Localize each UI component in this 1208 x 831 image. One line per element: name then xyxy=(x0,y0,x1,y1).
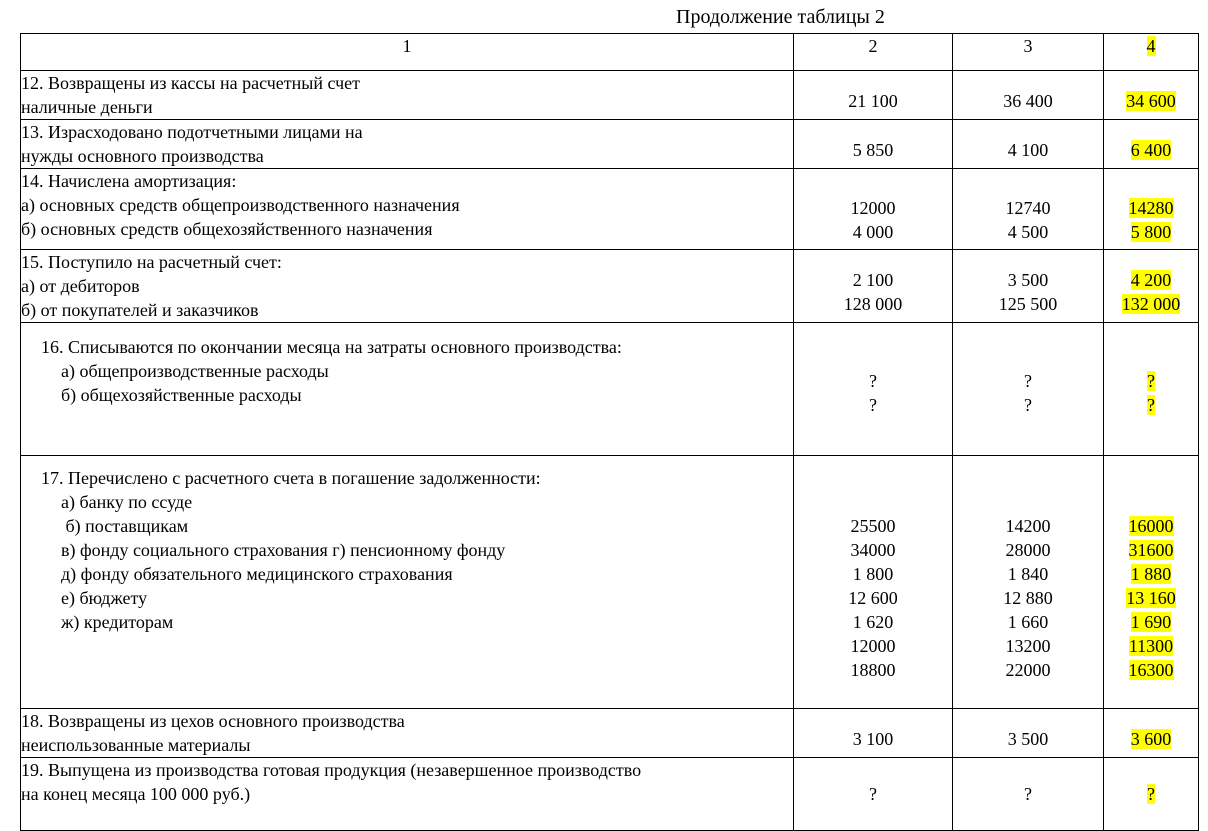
row-13-col-4 xyxy=(1104,120,1199,169)
row-13-col-3 xyxy=(953,120,1104,169)
header-col-1: 1 xyxy=(21,34,794,71)
value: 16000 xyxy=(1128,516,1174,536)
row-14-col-3 xyxy=(953,169,1104,250)
row-14-description xyxy=(21,169,794,250)
row-17-line-5: д) фонду обязательного медицинского страхования xyxy=(61,564,453,584)
row-18-col-4 xyxy=(1104,709,1199,758)
row-14-line-2: а) основных средств общепроизводственного назначения xyxy=(21,195,460,215)
row-16-line-1: 16. Списываются по окончании месяца на затраты основного производства: xyxy=(41,337,622,357)
row-12-line-1: 12. Возвращены из кассы на расчетный счет xyxy=(21,73,361,93)
row-12-line-2: наличные деньги xyxy=(21,97,153,117)
row-17-line-6: е) бюджету xyxy=(61,588,148,608)
row-14-line-1: 14. Начислена амортизация: xyxy=(21,171,237,191)
row-17-col-4 xyxy=(1104,456,1199,709)
row-17-line-2: а) банку по ссуде xyxy=(61,492,193,512)
value: 21 100 xyxy=(848,91,898,111)
value: ? xyxy=(869,784,877,804)
table-caption: Продолжение таблицы 2 xyxy=(676,6,885,28)
row-15-col-3 xyxy=(953,250,1104,323)
value: 13 160 xyxy=(1126,588,1176,608)
value: 128 000 xyxy=(843,294,903,314)
row-15-line-3: б) от покупателей и заказчиков xyxy=(21,300,259,320)
row-14-line-3: б) основных средств общехозяйственного назначения xyxy=(21,219,433,239)
row-16-line-3: б) общехозяйственные расходы xyxy=(61,385,302,405)
value: 14200 xyxy=(1005,516,1051,536)
table-row-13 xyxy=(21,120,1199,169)
value: 2 100 xyxy=(852,270,894,290)
data-table xyxy=(20,33,1199,831)
value: 3 500 xyxy=(1007,270,1049,290)
row-19-description xyxy=(21,758,794,831)
row-18-description xyxy=(21,709,794,758)
value: ? xyxy=(1147,784,1155,804)
row-17-line-7: ж) кредиторам xyxy=(61,612,174,632)
value: 6 400 xyxy=(1130,140,1172,160)
value: 132 000 xyxy=(1121,294,1181,314)
value: 25500 xyxy=(850,516,896,536)
row-13-line-1: 13. Израсходовано подотчетными лицами на xyxy=(21,122,363,142)
row-17-line-4: в) фонду социального страхования г) пенсионному фонду xyxy=(61,540,506,560)
value: 4 200 xyxy=(1130,270,1172,290)
value: 1 690 xyxy=(1130,612,1172,632)
row-17-col-2 xyxy=(794,456,953,709)
value: 5 800 xyxy=(1130,222,1172,242)
row-15-col-4 xyxy=(1104,250,1199,323)
header-col-4-label: 4 xyxy=(1146,36,1156,56)
row-12-description xyxy=(21,71,794,120)
value: 4 000 xyxy=(852,222,894,242)
value: ? xyxy=(1024,395,1032,415)
row-13-description xyxy=(21,120,794,169)
row-12-col-3 xyxy=(953,71,1104,120)
value: 31600 xyxy=(1128,540,1174,560)
value: ? xyxy=(869,371,877,391)
row-14-col-2 xyxy=(794,169,953,250)
value: 12 600 xyxy=(848,588,898,608)
value: 3 100 xyxy=(852,729,894,749)
row-19-col-4 xyxy=(1104,758,1199,831)
table-row-17 xyxy=(21,456,1199,709)
row-12-col-4 xyxy=(1104,71,1199,120)
value: 4 500 xyxy=(1007,222,1049,242)
value: 11300 xyxy=(1128,636,1174,656)
value: 5 850 xyxy=(852,140,894,160)
row-18-line-1: 18. Возвращены из цехов основного производства xyxy=(21,711,405,731)
table-row-12 xyxy=(21,71,1199,120)
table-row-16 xyxy=(21,323,1199,456)
value: 1 620 xyxy=(852,612,894,632)
value: 12 880 xyxy=(1003,588,1053,608)
value: 125 500 xyxy=(998,294,1058,314)
row-16-col-3 xyxy=(953,323,1104,456)
row-13-col-2 xyxy=(794,120,953,169)
value: ? xyxy=(869,395,877,415)
row-15-line-2: а) от дебиторов xyxy=(21,276,140,296)
value: ? xyxy=(1147,395,1155,415)
row-18-col-2 xyxy=(794,709,953,758)
value: 1 880 xyxy=(1130,564,1172,584)
value: 36 400 xyxy=(1003,91,1053,111)
row-12-col-2 xyxy=(794,71,953,120)
row-13-line-2: нужды основного производства xyxy=(21,146,264,166)
value: 1 660 xyxy=(1007,612,1049,632)
value: 13200 xyxy=(1005,636,1051,656)
table-row-14 xyxy=(21,169,1199,250)
row-14-col-4 xyxy=(1104,169,1199,250)
row-15-col-2 xyxy=(794,250,953,323)
table-row-19 xyxy=(21,758,1199,831)
row-17-description xyxy=(21,456,794,709)
value: 12740 xyxy=(1005,198,1051,218)
header-col-3: 3 xyxy=(953,34,1104,71)
row-19-line-1: 19. Выпущена из производства готовая продукция (незавершенное производство xyxy=(21,760,642,780)
row-16-col-2 xyxy=(794,323,953,456)
value: 34 600 xyxy=(1126,91,1176,111)
value: ? xyxy=(1024,371,1032,391)
row-19-col-2 xyxy=(794,758,953,831)
value: 1 840 xyxy=(1007,564,1049,584)
header-col-4 xyxy=(1104,34,1199,71)
value: 1 800 xyxy=(852,564,894,584)
table-row-15 xyxy=(21,250,1199,323)
row-16-description xyxy=(21,323,794,456)
row-18-col-3 xyxy=(953,709,1104,758)
value: 34000 xyxy=(850,540,896,560)
value: 3 500 xyxy=(1007,729,1049,749)
value: 16300 xyxy=(1128,660,1174,680)
row-17-line-1: 17. Перечислено с расчетного счета в погашение задолженности: xyxy=(41,468,541,488)
value: 28000 xyxy=(1005,540,1051,560)
row-19-col-3 xyxy=(953,758,1104,831)
value: ? xyxy=(1024,784,1032,804)
value: 12000 xyxy=(850,636,896,656)
row-19-line-2: на конец месяца 100 000 руб.) xyxy=(21,784,251,804)
value: 14280 xyxy=(1128,198,1174,218)
value: 18800 xyxy=(850,660,896,680)
table-row-18 xyxy=(21,709,1199,758)
value: 3 600 xyxy=(1130,729,1172,749)
header-col-2: 2 xyxy=(794,34,953,71)
row-17-col-3 xyxy=(953,456,1104,709)
row-16-line-2: а) общепроизводственные расходы xyxy=(61,361,329,381)
row-17-line-3: б) поставщикам xyxy=(61,516,189,536)
row-16-col-4 xyxy=(1104,323,1199,456)
value: 4 100 xyxy=(1007,140,1049,160)
value: 22000 xyxy=(1005,660,1051,680)
row-15-line-1: 15. Поступило на расчетный счет: xyxy=(21,252,282,272)
value: ? xyxy=(1147,371,1155,391)
table-header-row xyxy=(21,34,1199,71)
value: 12000 xyxy=(850,198,896,218)
row-15-description xyxy=(21,250,794,323)
row-18-line-2: неиспользованные материалы xyxy=(21,735,251,755)
